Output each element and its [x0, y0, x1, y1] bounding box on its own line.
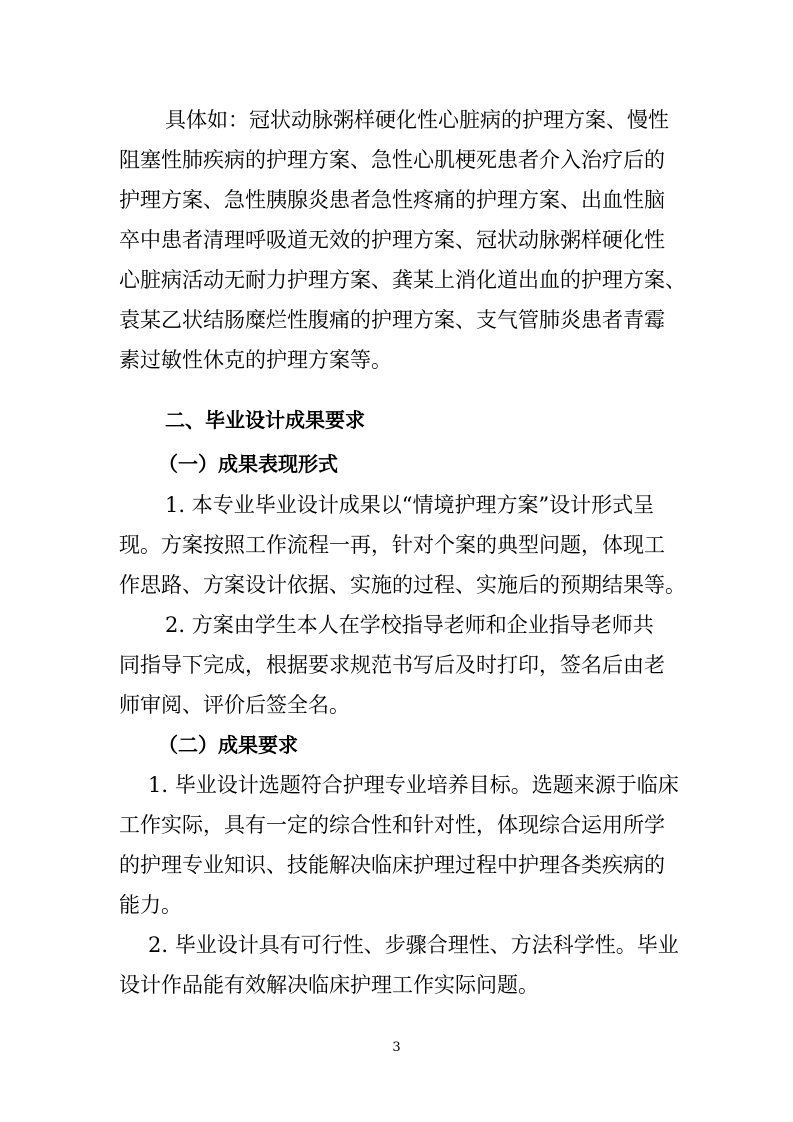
text-line: 1. 本专业毕业设计成果以“情境护理方案”设计形式呈	[165, 493, 655, 517]
text-line: 袁某乙状结肠糜烂性腹痛的护理方案、支气管肺炎患者青霉	[119, 308, 665, 332]
text-line: 2. 方案由学生本人在学校指导老师和企业指导老师共	[165, 613, 654, 637]
subsection-heading-2: （二）成果要求	[158, 733, 298, 757]
text-line: 具体如：冠状动脉粥样硬化性心脏病的护理方案、慢性	[165, 108, 669, 132]
section-heading: 二、毕业设计成果要求	[165, 408, 365, 432]
text-line: 工作实际，具有一定的综合性和针对性，体现综合运用所学	[119, 813, 665, 837]
text-line: 现。方案按照工作流程一再，针对个案的典型问题，体现工	[119, 533, 665, 557]
text-line: 师审阅、评价后签全名。	[119, 693, 350, 717]
text-line: 1. 毕业设计选题符合护理专业培养目标。选题来源于临床	[148, 773, 679, 797]
subsection-heading-1: （一）成果表现形式	[158, 452, 338, 476]
text-line: 能力。	[119, 893, 182, 917]
text-line: 同指导下完成，根据要求规范书写后及时打印，签名后由老	[119, 653, 665, 677]
text-line: 素过敏性休克的护理方案等。	[119, 348, 392, 372]
text-line: 设计作品能有效解决临床护理工作实际问题。	[119, 973, 539, 997]
text-line: 作思路、方案设计依据、实施的过程、实施后的预期结果等。	[119, 573, 686, 597]
text-line: 护理方案、急性胰腺炎患者急性疼痛的护理方案、出血性脑	[119, 188, 665, 212]
text-line: 的护理专业知识、技能解决临床护理过程中护理各类疾病的	[119, 853, 665, 877]
page-number: 3	[392, 1040, 401, 1055]
text-line: 心脏病活动无耐力护理方案、龚某上消化道出血的护理方案、	[119, 268, 686, 292]
text-line: 卒中患者清理呼吸道无效的护理方案、冠状动脉粥样硬化性	[119, 228, 665, 252]
text-line: 阻塞性肺疾病的护理方案、急性心肌梗死患者介入治疗后的	[119, 148, 665, 172]
text-line: 2. 毕业设计具有可行性、步骤合理性、方法科学性。毕业	[148, 933, 679, 957]
